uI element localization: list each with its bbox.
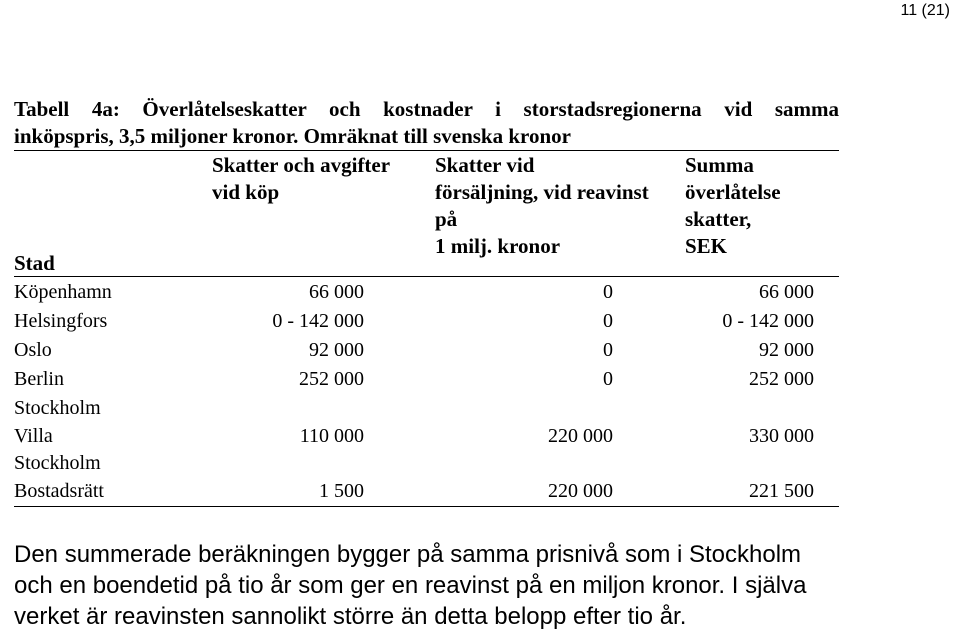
cell-skatter-vid-forsaljning: 0 <box>603 368 613 390</box>
header-skatter-vid-forsaljning <box>435 152 649 260</box>
header-line: 1 milj. kronor <box>435 234 561 258</box>
cell-stad: Stockholm <box>14 397 101 419</box>
cell-skatter-vid-kop: 0 - 142 000 <box>272 310 364 332</box>
cell-skatter-vid-kop: 252 000 <box>299 368 364 390</box>
cell-stad: Stockholm <box>14 452 101 474</box>
footnote-line-3: verket är reavinsten sannolikt större än detta belopp efter tio år. <box>14 603 687 630</box>
header-line: på <box>435 207 458 231</box>
table-bottom-rule <box>14 506 839 507</box>
header-line: skatter, <box>685 207 752 231</box>
cell-summa: 92 000 <box>759 339 814 361</box>
caption-line-1: Tabell 4a: Överlåtelseskatter och kostnader i storstadsregionerna vid samma <box>14 97 839 121</box>
header-line: vid köp <box>212 180 280 204</box>
cell-skatter-vid-forsaljning: 220 000 <box>548 425 613 447</box>
page-number: 11 (21) <box>900 2 950 19</box>
footnote-line-2: och en boendetid på tio år som ger en reavinst på en miljon kronor. I själva <box>14 572 807 599</box>
cell-skatter-vid-kop: 92 000 <box>309 339 364 361</box>
cell-skatter-vid-kop: 1 500 <box>319 480 364 502</box>
cell-skatter-vid-forsaljning: 0 <box>603 281 613 303</box>
header-line: överlåtelse <box>685 180 781 204</box>
cell-skatter-vid-kop: 110 000 <box>299 425 364 447</box>
cell-stad: Köpenhamn <box>14 281 112 303</box>
header-line: Skatter och avgifter <box>212 153 391 177</box>
table-top-rule <box>14 150 839 151</box>
cell-skatter-vid-forsaljning: 0 <box>603 310 613 332</box>
header-stad: Stad <box>14 251 55 275</box>
header-line: Skatter vid <box>435 153 535 177</box>
cell-summa: 252 000 <box>749 368 814 390</box>
table-header-rule <box>14 276 839 277</box>
cell-stad: Oslo <box>14 339 52 361</box>
footnote-line-1: Den summerade beräkningen bygger på samma prisnivå som i Stockholm <box>14 541 802 568</box>
header-line: Summa <box>685 153 754 177</box>
table-caption <box>14 96 839 150</box>
cell-summa: 66 000 <box>759 281 814 303</box>
cell-skatter-vid-forsaljning: 220 000 <box>548 480 613 502</box>
cell-stad-sub: Villa <box>14 425 53 447</box>
cell-skatter-vid-kop: 66 000 <box>309 281 364 303</box>
cell-stad: Berlin <box>14 368 64 390</box>
caption-line-2: inköpspris, 3,5 miljoner kronor. Omräknat till svenska kronor <box>14 124 571 148</box>
header-line: SEK <box>685 234 728 258</box>
cell-summa: 221 500 <box>749 480 814 502</box>
cell-skatter-vid-forsaljning: 0 <box>603 339 613 361</box>
cell-stad-sub: Bostadsrätt <box>14 480 104 502</box>
footnote <box>14 539 864 632</box>
header-line: försäljning, vid reavinst <box>435 180 649 204</box>
cell-summa: 0 - 142 000 <box>722 310 814 332</box>
cell-stad: Helsingfors <box>14 310 108 332</box>
cell-summa: 330 000 <box>749 425 814 447</box>
header-summa <box>685 152 781 260</box>
header-skatter-vid-kop <box>212 152 390 206</box>
